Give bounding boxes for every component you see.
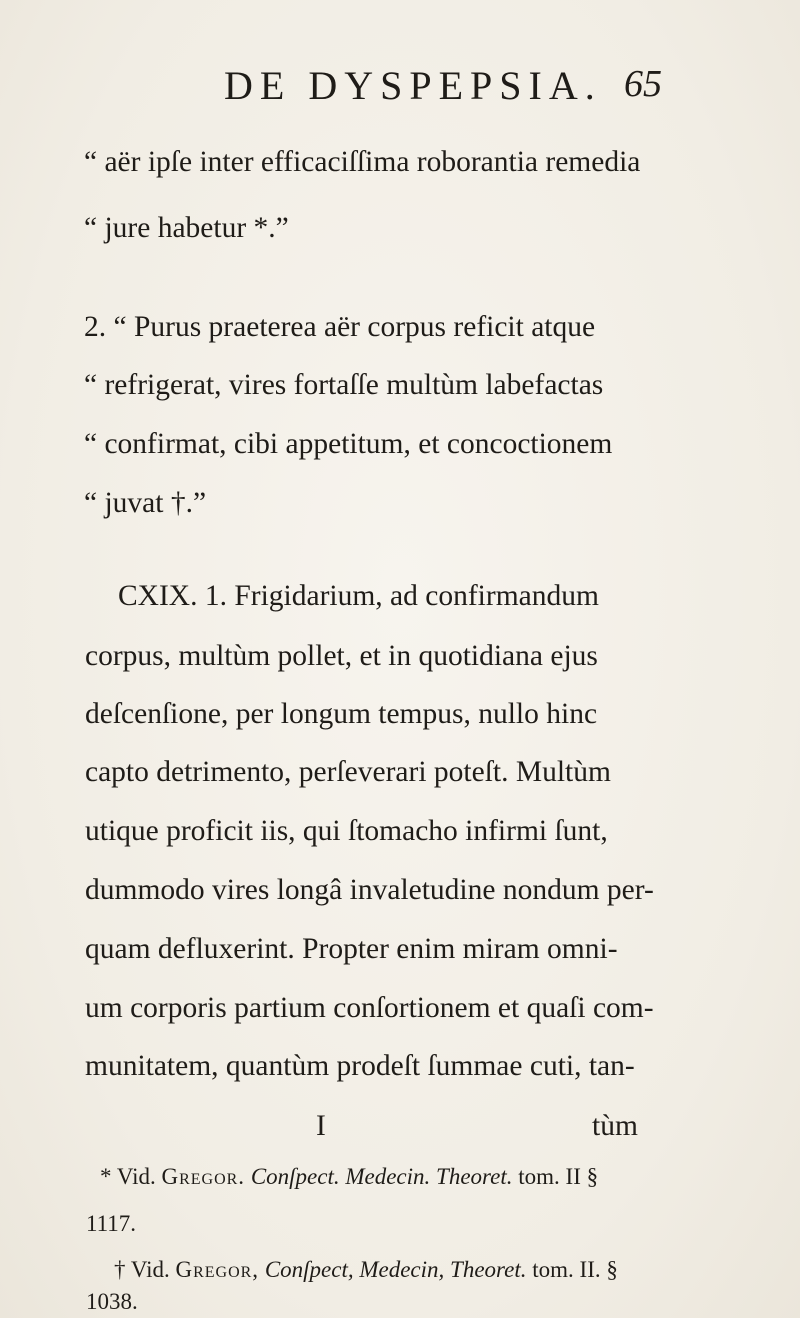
text-line: dummodo vires longâ invaletudine nondum per- <box>85 874 654 906</box>
text-line: “ jure habetur *.” <box>84 212 289 244</box>
footnote-work: Theoret. <box>450 1257 527 1282</box>
running-title: DE DYSPEPSIA. <box>224 63 602 108</box>
footnote-ref: tom. II. § <box>532 1257 618 1282</box>
text-line: munitatem, quantùm prodeſt ſummae cuti, tan- <box>85 1050 635 1082</box>
text-line: utique proficit iis, qui ſtomacho infirmi ſunt, <box>85 815 608 847</box>
footnote-2 <box>114 1258 618 1281</box>
footnote-vid: Vid. <box>130 1257 170 1282</box>
footnote-work: Medecin, <box>359 1257 445 1282</box>
footnote-work: Theoret. <box>436 1164 513 1189</box>
footnote-mark: † <box>114 1257 126 1282</box>
text-line: “ juvat †.” <box>84 487 207 519</box>
footnote-vid: Vid. <box>116 1164 156 1189</box>
footnote-ref: tom. II § <box>518 1164 599 1189</box>
page-number: 65 <box>624 63 662 105</box>
footnote-work: Conſpect, <box>264 1257 354 1282</box>
text-line: CXIX. 1. Frigidarium, ad confirmandum <box>118 580 599 612</box>
text-line: “ confirmat, cibi appetitum, et concoctionem <box>84 428 613 460</box>
text-line: quam defluxerint. Propter enim miram omni- <box>85 933 618 965</box>
text-line: deſcenſione, per longum tempus, nullo hinc <box>85 698 598 730</box>
signature-mark: I <box>316 1110 326 1142</box>
text-line: “ aër ipſe inter efficaciſſima roborantia remedia <box>84 146 641 178</box>
text-line: corpus, multùm pollet, et in quotidiana ejus <box>85 640 598 672</box>
footnote-work: Medecin. <box>345 1164 431 1189</box>
footnote-work: Conſpect. <box>250 1164 340 1189</box>
text-line: “ refrigerat, vires fortaſſe multùm labefactas <box>84 369 604 401</box>
footnote-author: Gregor, <box>175 1257 260 1282</box>
text-line: 2. “ Purus praeterea aër corpus reficit atque <box>84 311 596 343</box>
footnote-1 <box>100 1165 598 1188</box>
footnote-2-continuation: 1038. <box>86 1289 138 1314</box>
text-line: capto detrimento, perſeverari poteſt. Multùm <box>85 756 611 788</box>
catchword: tùm <box>592 1110 638 1142</box>
footnote-author: Gregor. <box>161 1164 246 1189</box>
footnote-1-continuation: 1117. <box>86 1211 137 1236</box>
text-line: um corporis partium conſortionem et quaſi com- <box>85 992 654 1024</box>
footnote-mark: * <box>100 1164 112 1189</box>
